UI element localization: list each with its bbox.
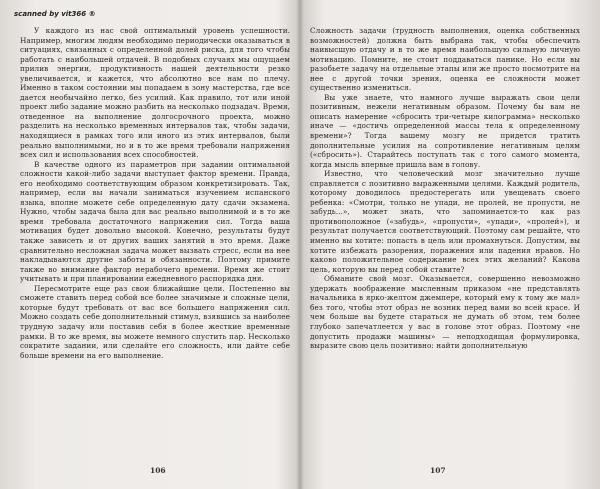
right-page-number: 107 bbox=[430, 466, 446, 475]
scanner-watermark: scanned by vit366 ® bbox=[14, 10, 96, 18]
right-paragraph-4: Обманите свой мозг. Оказывается, совершенно невозможно удержать воображение мысленным приказом «не представлять начальника в ярко-желтом джемпере, который ему к тому же мал» без того, чтобы этот образ не возник перед вами во всей красе. И чем больше вы будете стараться не думать об этом, тем более глубоко запечатлеется у вас в голове этот образ. Поэтому «не допустить продажи машины» — неподходящая формулировка, выразите свою цель позитивно: найти дополнительную bbox=[310, 274, 580, 351]
left-paragraph-3: Пересмотрите еще раз свои ближайшие цели. Постепенно вы сможете ставить перед собой все более значимые и сложные цели, которые будут требовать от вас все большего напряжения сил. Можно создать себе дополнительный стимул, взявшись за наиболее трудную задачу или поставив себя в более жесткие временные рамки. В то же время, вы можете немного спустить пар. Несколько сократите задании, или сделайте его сложность, или дайте себе больше времени на его выполнение. bbox=[20, 283, 290, 360]
right-paragraph-3: Известно, что человеческий мозг значительно лучше справляется с позитивно выраженными целями. Каждый родитель, которому доводилось предостерегать или увещевать своего ребенка: «Смотри, только не упади, не пролей, не пропусти, не забудь...», может знать, что запоминается-то как раз противоположное («забудь», «пропусти», «упади», «пролей»), и результат получается соответствующий. Поэтому сам решайте, что именно вы хотите: попасть в цель или промахнуться. Допустим, вы хотите избежать разорения, поражения или падения нравов. Но каково положительное содержание всех этих желаний? Какова цель, которую вы перед собой ставите? bbox=[310, 169, 580, 274]
book-gutter bbox=[296, 0, 304, 489]
left-paragraph-2: В качестве одного из параметров при задании оптимальной сложности какой-либо задачи выступает фактор времени. Правда, его необходимо соответствующим образом конкретизировать. Так, например, если вы начали заниматься изучением испанского языка, вполне можете себе определенную дату сдачи экзамена. Нужно, чтобы задача была для вас реально выполнимой и в то же время требовала достаточного напряжения сил. Тогда ваша мотивация будет довольно высокой. Конечно, результаты будут также зависеть и от других ваших занятий в это время. Даже сравнительно несложная задача может вызвать стресс, если на нее накладываются другие заботы и обязанности. Поэтому примите также во внимание фактор нерабочего времени. Время же стоит учитывать и при планировании ежедневного распорядка дня. bbox=[20, 159, 290, 284]
left-page-number: 106 bbox=[150, 466, 166, 475]
right-paragraph-2: Вы уже знаете, что намного лучше выражать свои цели позитивным, нежели негативным образом. Почему бы вам не описать намерение «сбросить три-четыре килограмма» несколько иначе — «достичь определенной массы тела к определенному времени»? Тогда вашему мозгу не придется тратить дополнительные усилия на сопротивление негативным целям («сбросить»). Старайтесь поступать так с того самого момента, когда мысль впервые пришла вам в голову. bbox=[310, 92, 580, 169]
left-page bbox=[20, 26, 290, 456]
left-paragraph-1: У каждого из нас свой оптимальный уровень успешности. Например, многим людям необходимо периодически оказываться в ситуациях, связанных с определенной долей риска, для того чтобы работать с наибольшей отдачей. В подобных случаях мы ощущаем прилив энергии, продуктивность нашей деятельности резко увеличивается, и кажется, что абсолютно все нам по плечу. Именно в таком состоянии мы попадаем в зону мастерства, где все дается необычайно легко, без усилий. Как правило, тот или иной проект либо задание можно разбить на несколько подзадач. Время, отведенное на выполнение долгосрочного проекта, можно разделить на несколько временных интервалов так, чтобы задачи, находящиеся в рамках того или иного из этих интервалов, были реально выполнимыми, но и в то же время требовали напряжения всех сил и использования всех способностей. bbox=[20, 26, 290, 160]
right-paragraph-1: Сложность задачи (трудность выполнения, оценка собственных возможностей) должна быть выбрана так, чтобы обеспечить наивысшую отдачу и в то же время наибольшую сильную личную мотивацию. Помните, не стоит поддаваться панике. Но если вы разобьете задачу на отдельные этапы или же просто посмотрите на нее с другой точки зрения, оценка ее сложности может существенно измениться. bbox=[310, 26, 580, 93]
right-page bbox=[310, 26, 580, 456]
